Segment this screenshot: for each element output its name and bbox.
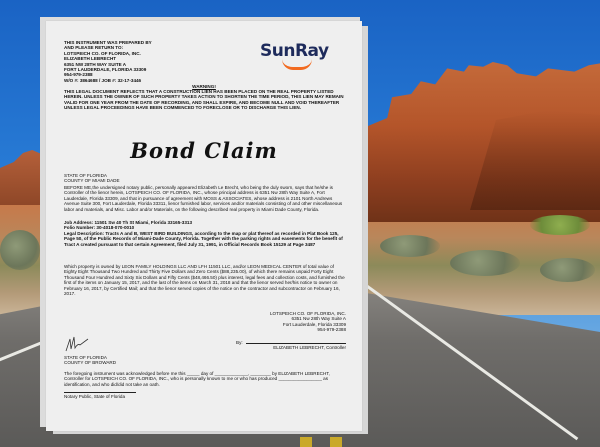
lienor-address-block (246, 311, 346, 333)
shrub (540, 258, 595, 282)
prepared-line: ELIZABETH LEBRECHT (64, 56, 117, 62)
warning-body: THIS LEGAL DOCUMENT REFLECTS THAT A CONSTRUCTION LIEN HAS BEEN PLACED ON THE REAL PROPERTY LISTED HEREIN. UNLESS THE OWNER OF SUCH PROPERTY TAKES ACTION TO SHORTEN THE TIME PERIOD, THIS LIEN MAY REMAIN VALID FOR ONE YEAR FROM THE DATE OF RECORDING, AND SHALL EXPIRE, AND BECOME NULL AND VOID THEREAFTER UNLESS LEGAL PROCEEDINGS HAVE BEEN COMMENCED TO FORECLOSE OR TO DISCHARGE THIS LIEN. (64, 89, 344, 111)
state-line: STATE OF FLORIDA (64, 173, 107, 178)
company-city: Fort Lauderdale, Florida 33309 (282, 321, 346, 327)
signer-name: ELIZABETH LEBRECHT, Controller (273, 345, 346, 350)
notary-signature-line (64, 392, 136, 393)
document-title: Bond Claim (130, 138, 278, 163)
company-phone: 954-979-2388 (317, 327, 346, 333)
acknowledgment-paragraph: The foregoing instrument was acknowledged before me this _____ day of _____________, ________ by ELIZABETH LEBRECHT, Controller for LOTSPEICH CO. OF FLORIDA, INC., who is personally known to me or who has produced _________________ as identification, and who did/did not take an oath. (64, 371, 330, 387)
prepared-line: THIS INSTRUMENT WAS PREPARED BY (64, 40, 152, 45)
prepared-by-block (64, 40, 184, 83)
prepared-line: W/O #: 3864688 / JOB #: 32-17-3446 (64, 77, 142, 83)
affidavit-paragraph: BEFORE ME,the undersigned notary public, personally appeared Elizabeth Le Brecht, who being the duly sworn, says that he/she is Controller of the lienor herein, LOTSPEICH CO. OF FLORIDA, INC., whose principal address is 6351 Nw 28th Way Suite A, Fort Lauderdale, Florida 33309, and that in pursuance of agreement with MOSS & ASSOCIATES, whose address is 2101 North Andrews Avenue Suite 300, Fort Lauderdale, Florida 33311, lienor furnished labor, services and/or materials consisting of and other miscellaneous labor and materials, and Misc. Labor and/or Materials, on the following described real property in Miami Dade County, Florida. (64, 185, 343, 212)
prepared-line: FORT LAUDERDALE, FLORIDA 33309 (64, 67, 147, 73)
prepared-line: AND PLEASE RETURN TO: (64, 45, 124, 51)
by-label: By: (236, 340, 243, 345)
warning-title: WARNING! (192, 84, 216, 89)
prepared-line: 6351 NW 28TH WAY SUITE A (64, 61, 127, 67)
property-details (64, 220, 346, 247)
county-line: COUNTY OF BROWARD (64, 360, 117, 366)
signature-line (246, 343, 346, 344)
shrub (450, 250, 520, 276)
state-line: STATE OF FLORIDA (64, 355, 107, 360)
company-street: 6351 Nw 28th Way Suite A (291, 316, 346, 322)
logo-text: SunRay (260, 41, 329, 61)
state-county-block (64, 173, 214, 184)
prepared-line: LOTSPEICH CO. OF FLORIDA, INC. (64, 50, 141, 56)
ownership-paragraph: Which property is owned by LEON FAMILY HOLDINGS LLC AND LFH 11501 LLC, and/or LEON MEDICAL CENTER of total value of Eighty Eight Thousand Two Hundred and Thirty Five Dollars and Zero Cents ($88,235.00), of which there remains unpaid Forty Eight Thousand Four Hundred and Sixty Six Dollars and Fifty Cents ($48,466.50) plus interest, legal fees and collection costs, and furnished the first of the items on January 15, 2017, and the last of the items on March 31, 2018 and that the lienor served her/his notice to owner on February 16, 2017, by Certified Mail; and that the lienor served copies of the notice on the contractor and subcontractor on February 16, 2017. (64, 264, 345, 297)
road-marking (330, 437, 342, 447)
shrub (530, 215, 590, 235)
prepared-line: 954-979-2388 (64, 72, 93, 78)
signature-icon (64, 333, 90, 353)
legal-description: Legal Description: Tracts A and B, WEST BIRD BUILDINGS, according to the map or plat thereof as recorded in Plat Book 125, Page 50, of the Public Records of Miami-Dade County, Florida. Together with the parking rights and easements for the benefit of Tract A created pursuant to that certain Agreement, filed July 31, 1991, in Official Records Book 15129 at Page 3487 (64, 230, 343, 247)
state-county-block-2 (64, 355, 214, 366)
notary-label: Notary Public, State of Florida (64, 394, 126, 399)
road-marking (300, 437, 312, 447)
shrub (380, 235, 440, 257)
job-address: Job Address: 11501 Sw 40 Th St Miami, Florida 33165-3313 (64, 220, 192, 225)
shrub (0, 230, 40, 270)
county-line: COUNTY OF MIAMI DADE (64, 178, 120, 184)
bond-claim-document (46, 21, 362, 431)
smile-icon (282, 59, 312, 70)
sunray-logo (256, 39, 346, 79)
folio-number: Folio Number: 30-4018-070-0010 (64, 225, 135, 231)
company-name: LOTSPEICH CO. OF FLORIDA, INC. (269, 311, 346, 316)
